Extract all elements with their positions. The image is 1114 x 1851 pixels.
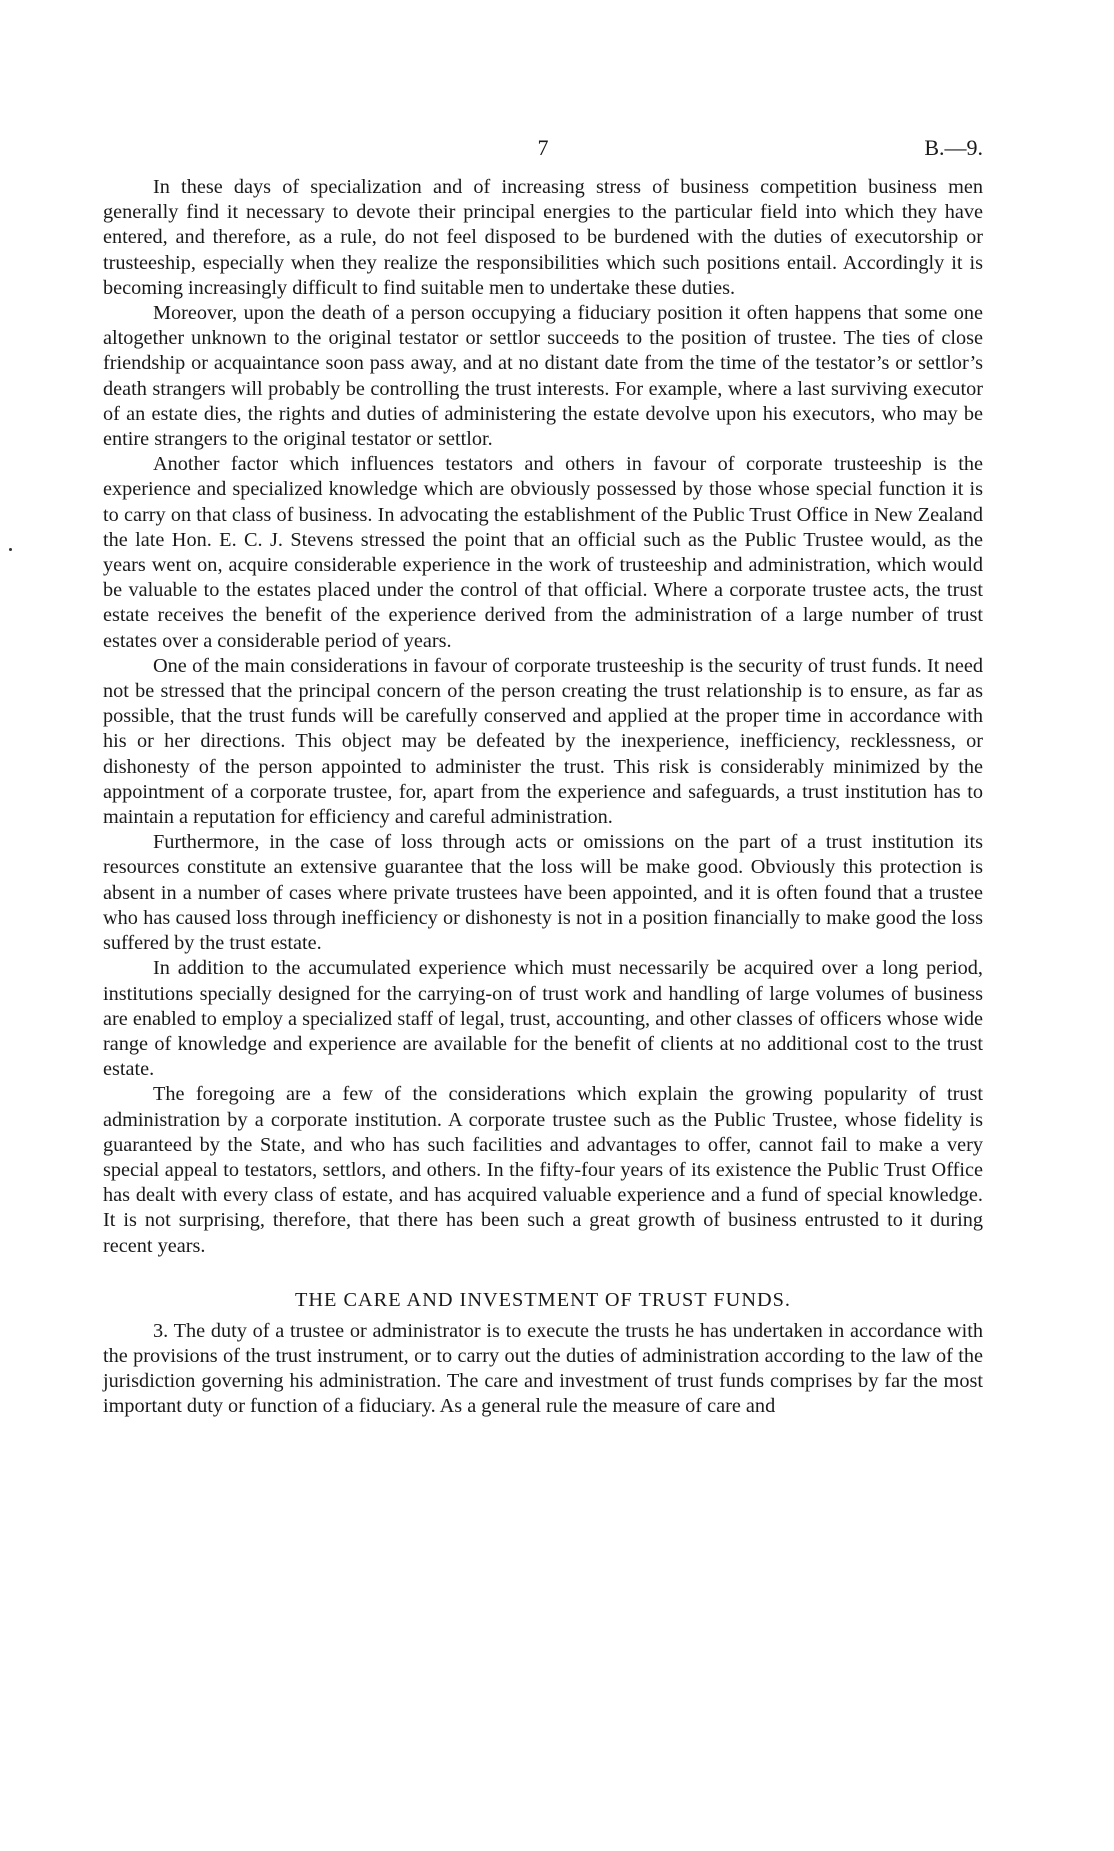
section-care-investment	[103, 1287, 983, 1420]
paragraph-growing-popularity: The foregoing are a few of the considerations which explain the growing popularity of trust administration by a corporate institution. A corporate trustee such as the Public Trustee, whose fidelity is guaranteed by the State, and who has such facilities and advantages to offer, cannot fail to make a very special appeal to testators, settlors, and others. In the fifty-four years of its existence the Public Trust Office has dealt with every class of estate, and has acquired valuable experience and a fund of special knowledge. It is not surprising, therefore, that there has been such a great growth of business entrusted to it during recent years.	[103, 1083, 983, 1257]
document-page	[103, 135, 983, 1420]
paragraph-security: One of the main considerations in favour of corporate trusteeship is the security of trust funds. It need not be stressed that the principal concern of the person creating the trust relationship is to ensure, as far as possible, that the trust funds will be carefully conserved and applied at the proper time in accordance with his or her directions. This object may be defeated by the inexperience, inefficiency, recklessness, or dishonesty of the person appointed to administer the trust. This risk is considerably minimized by the appointment of a corporate trustee, for, apart from the experience and safeguards, a trust institution has to maintain a reputation for efficiency and careful administration.	[103, 654, 983, 829]
page-number: 7	[537, 135, 549, 160]
paragraph-fiduciary-death: Moreover, upon the death of a person occupying a fiduciary position it often happens that some one altogether unknown to the original testator or settlor succeeds to the position of trustee. The ties of close friendship or acquaintance soon pass away, and at no distant date from the time of the testator’s or settlor’s death strangers will probably be controlling the trust interests. For example, where a last surviving executor of an estate dies, the rights and duties of administering the estate devolve upon his executors, who may be entire strangers to the original testator or settlor.	[103, 302, 983, 451]
paragraph-specialization: In these days of specialization and of increasing stress of business competition business men generally find it necessary to devote their principal energies to the particular field into which they have entered, and therefore, as a rule, do not feel disposed to be burdened with the duties of executorship or trusteeship, especially when they realize the responsibilities which such positions entail. Accordingly it is becoming increasingly difficult to find suitable men to undertake these duties.	[103, 176, 983, 299]
paragraph-loss-guarantee: Furthermore, in the case of loss through acts or omissions on the part of a trust institution its resources constitute an extensive guarantee that the loss will be make good. Obviously this protection is absent in a number of cases where private trustees have been appointed, and it is often found that a trustee who has caused loss through inefficiency or dishonesty is not in a position financially to make good the loss suffered by the trust estate.	[103, 831, 983, 955]
section-heading: THE CARE AND INVESTMENT OF TRUST FUNDS.	[295, 1288, 791, 1311]
page-header	[103, 135, 983, 175]
paragraph-specialized-staff: In addition to the accumulated experience which must necessarily be acquired over a long period, institutions specially designed for the carrying-on of trust work and handling of large volumes of business are enabled to employ a specialized staff of legal, trust, accounting, and other classes of officers whose wide range of knowledge and experience are available for the benefit of clients at no additional cost to the trust estate.	[103, 957, 983, 1081]
paragraph-experience: Another factor which influences testators and others in favour of corporate trusteeship is the experience and specialized knowledge which are obviously possessed by those whose special function it is to carry on that class of business. In advocating the establishment of the Public Trust Office in New Zealand the late Hon. E. C. J. Stevens stressed the point that an official such as the Public Trustee would, as the years went on, acquire considerable experience in the work of trusteeship and administration, which would be valuable to the estates placed under the control of that official. Where a corporate trustee acts, the trust estate receives the benefit of the experience derived from the administration of a large number of trust estates over a considerable period of years.	[103, 453, 983, 652]
stray-scan-mark	[9, 548, 12, 551]
document-reference: B.—9.	[924, 135, 983, 160]
paragraph-duty-of-trustee: 3. The duty of a trustee or administrator is to execute the trusts he has undertaken in accordance with the provisions of the trust instrument, or to carry out the duties of administration according to the law of the jurisdiction governing his administration. The care and investment of trust funds comprises by far the most important duty or function of a fiduciary. As a general rule the measure of care and	[103, 1319, 983, 1418]
body-text	[103, 175, 983, 1259]
